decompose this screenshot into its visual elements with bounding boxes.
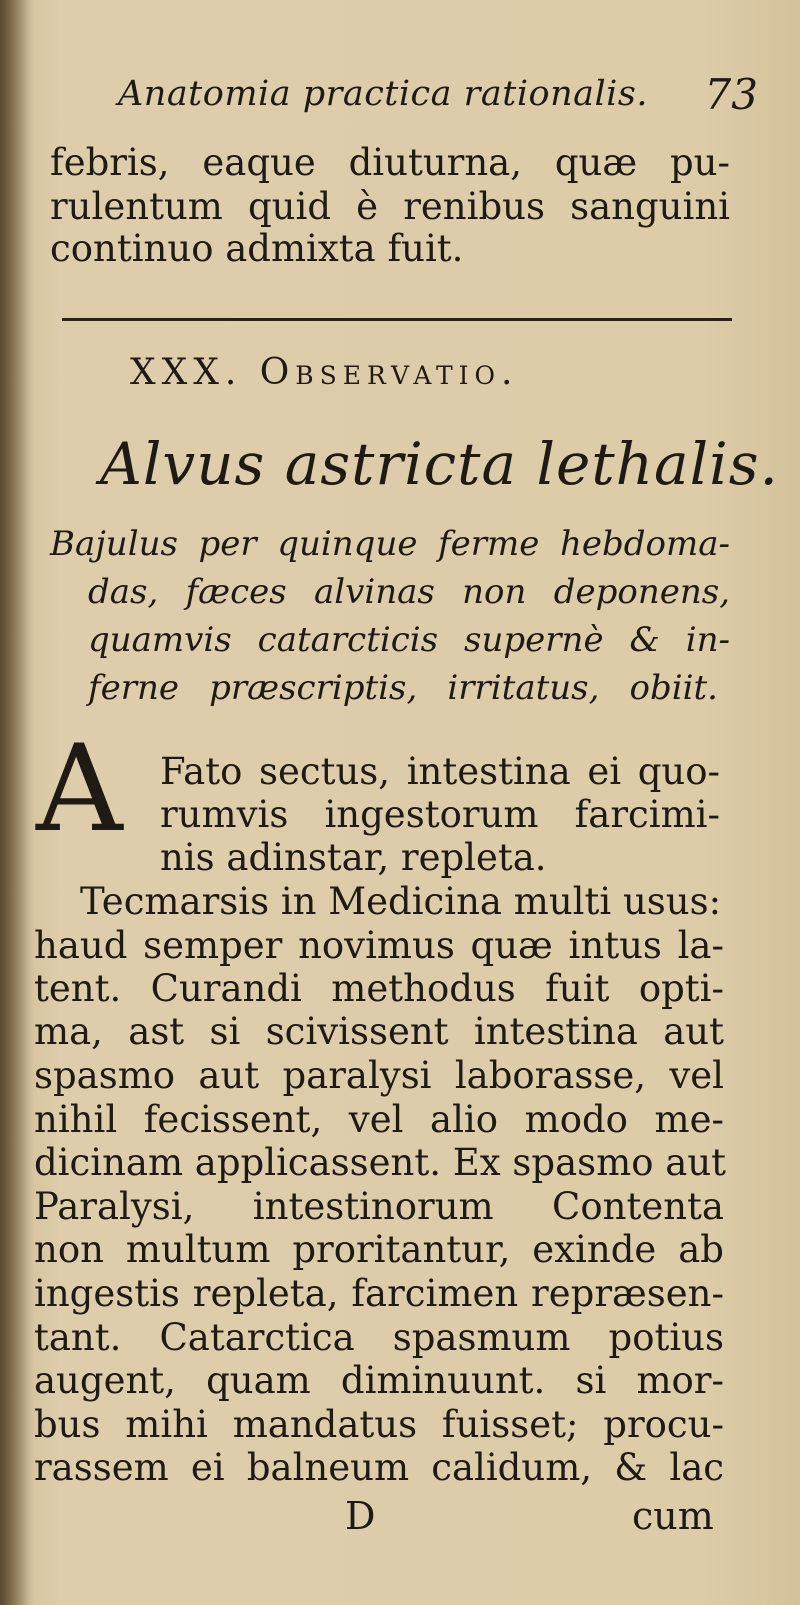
text-line: ma, ast si scivissent intestina aut bbox=[34, 1010, 724, 1053]
text-line: non multum proritantur, exinde ab bbox=[34, 1228, 724, 1271]
drop-cap: A bbox=[36, 720, 123, 859]
running-title: Anatomia practica rationalis. bbox=[118, 74, 648, 114]
text-line: spasmo aut paralysi laborasse, vel bbox=[34, 1054, 724, 1097]
summary-line: quamvis catarcticis supernè & in- bbox=[88, 620, 730, 660]
summary-line: ferne præscriptis, irritatus, obiit. bbox=[88, 668, 718, 708]
text-line: rulentum quid è renibus sanguini bbox=[50, 185, 730, 228]
page-number: 73 bbox=[704, 70, 758, 119]
page-header bbox=[118, 70, 758, 134]
text-line: ingestis repleta, farcimen repræsen- bbox=[34, 1272, 724, 1315]
text-line: continuo admixta fuit. bbox=[50, 227, 464, 270]
text-line: rumvis ingestorum farcimi- bbox=[160, 793, 720, 836]
signature-mark: D bbox=[345, 1494, 376, 1538]
text-line: nihil fecissent, vel alio modo me- bbox=[34, 1098, 724, 1141]
summary-line: das, fæces alvinas non deponens, bbox=[88, 572, 730, 612]
text-line: Paralysi, intestinorum Contenta bbox=[34, 1185, 724, 1228]
binding-gutter bbox=[0, 0, 34, 1605]
text-line: nis adinstar, repleta. bbox=[160, 836, 547, 879]
observation-title: Alvus astricta lethalis. bbox=[100, 430, 779, 498]
text-line: Fato sectus, intestina ei quo- bbox=[160, 750, 720, 793]
text-line: bus mihi mandatus fuisset; procu- bbox=[34, 1403, 724, 1446]
text-line: augent, quam diminuunt. si mor- bbox=[34, 1359, 724, 1402]
summary-line: Bajulus per quinque ferme hebdoma- bbox=[50, 524, 730, 564]
catchword: cum bbox=[632, 1494, 714, 1538]
text-line: dicinam applicassent. Ex spasmo aut bbox=[34, 1141, 727, 1184]
text-line: haud semper novimus quæ intus la- bbox=[34, 924, 724, 967]
text-line: tant. Catarctica spasmum potius bbox=[34, 1316, 724, 1359]
text-line: tent. Curandi methodus fuit opti- bbox=[34, 967, 724, 1010]
observation-heading: XXX. Observatio. bbox=[130, 352, 519, 393]
section-divider bbox=[62, 318, 732, 321]
text-line: Tecmarsis in Medicina multi usus: bbox=[80, 880, 722, 923]
text-line: rassem ei balneum calidum, & lac bbox=[34, 1446, 724, 1489]
text-line: febris, eaque diuturna, quæ pu- bbox=[50, 141, 730, 184]
